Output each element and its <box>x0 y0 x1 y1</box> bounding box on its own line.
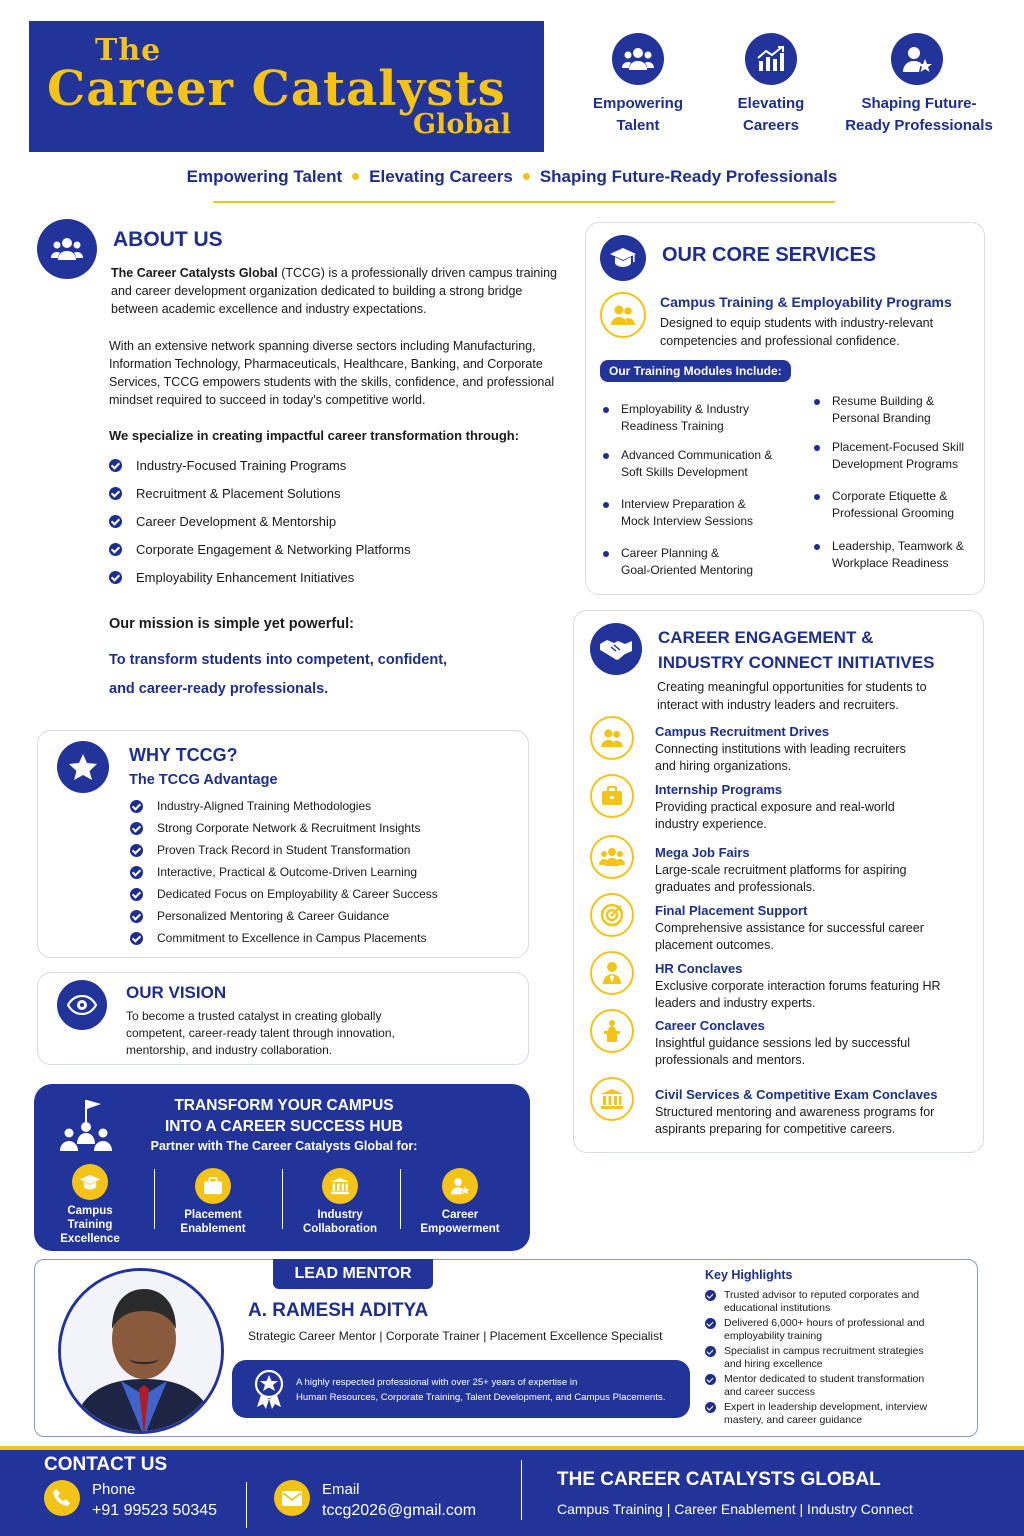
about-paragraph-1: The Career Catalysts Global (TCCG) is a professionally driven campus training and career development organization dedicated to building a strong bridge between academic excellence and industry expectations. <box>111 266 558 316</box>
module-item: Placement-Focused Skill Development Programs <box>814 439 979 488</box>
check-icon <box>705 1402 716 1413</box>
engagement-title: CAREER ENGAGEMENT & INDUSTRY CONNECT INITIATIVES <box>658 628 935 672</box>
why-list-item: Industry-Aligned Training Methodologies <box>130 795 520 817</box>
top-label-careers: Elevating Careers <box>737 95 805 134</box>
check-icon <box>705 1374 716 1385</box>
logo-the: The <box>95 33 162 68</box>
contact-title: CONTACT US <box>44 1454 168 1475</box>
check-icon <box>130 932 143 945</box>
star-icon <box>57 741 109 793</box>
banner-items <box>34 1164 530 1244</box>
highlight-item: Delivered 6,000+ hours of professional and employability training <box>705 1317 970 1345</box>
mission-statement: To transform students into competent, confident, and career-ready professionals. <box>109 652 448 697</box>
logo-career-catalysts: Career Catalysts <box>47 61 506 117</box>
engagement-item <box>590 835 975 893</box>
eye-icon <box>57 980 107 1030</box>
why-list-item: Commitment to Excellence in Campus Placements <box>130 927 520 949</box>
mentor-avatar <box>58 1268 224 1434</box>
core-sub-title: Campus Training & Employability Programs <box>660 294 952 310</box>
core-services-title: OUR CORE SERVICES <box>662 244 877 266</box>
top-icon-talent <box>612 33 664 85</box>
check-icon <box>109 487 122 500</box>
why-list-item: Strong Corporate Network & Recruitment Insights <box>130 817 520 839</box>
engagement-item-title: Civil Services & Competitive Exam Conclaves <box>655 1087 938 1102</box>
logo-block <box>29 21 544 152</box>
modules-left-list <box>603 401 793 591</box>
why-list-item: Interactive, Practical & Outcome-Driven Learning <box>130 861 520 883</box>
engagement-list <box>590 716 975 1135</box>
lead-mentor-label: LEAD MENTOR <box>273 1259 433 1289</box>
banner-sub: Partner with The Career Catalysts Global for: <box>150 1139 418 1153</box>
about-users-icon <box>37 219 97 279</box>
engagement-item-desc: Providing practical exposure and real-world industry experience. <box>655 800 895 831</box>
check-icon <box>109 543 122 556</box>
about-list-item: Industry-Focused Training Programs <box>109 451 569 479</box>
briefcase-icon <box>195 1168 231 1204</box>
banner-item: Placement Enablement <box>162 1168 264 1236</box>
engagement-item <box>590 1009 975 1077</box>
mentor-note-line: Human Resources, Corporate Training, Talent Development, and Campus Placements. <box>296 1392 666 1403</box>
handshake-icon <box>590 623 642 675</box>
highlight-item: Expert in leadership development, interview mastery, and career guidance <box>705 1401 970 1429</box>
vision-text: To become a trusted catalyst in creating globally competent, career-ready talent through innovation, mentorship, and industry collaboration. <box>126 1009 395 1057</box>
engagement-item-title: Internship Programs <box>655 782 783 797</box>
person-tie-icon <box>590 951 634 995</box>
engagement-item-desc: Structured mentoring and awareness programs for aspirants preparing for competitive careers. <box>655 1105 935 1136</box>
podium-icon <box>590 1009 634 1053</box>
engagement-item-title: Mega Job Fairs <box>655 845 750 860</box>
engagement-item-title: HR Conclaves <box>655 961 743 976</box>
trainees-icon <box>600 292 646 338</box>
tagline-divider <box>213 201 835 203</box>
about-org-name: The Career Catalysts Global <box>111 266 278 280</box>
engagement-item-desc: Comprehensive assistance for successful career placement outcomes. <box>655 921 924 952</box>
team-flag-icon <box>57 1098 115 1159</box>
module-item: Interview Preparation & Mock Interview Sessions <box>603 496 793 545</box>
check-icon <box>130 800 143 813</box>
about-list-item: Recruitment & Placement Solutions <box>109 479 569 507</box>
award-icon <box>252 1369 286 1414</box>
logo-global: Global <box>413 109 511 140</box>
modules-right-list <box>814 393 979 584</box>
highlight-item: Specialist in campus recruitment strategies and hiring excellence <box>705 1345 970 1373</box>
highlights-title: Key Highlights <box>705 1268 793 1282</box>
email-label: Email <box>322 1481 360 1498</box>
module-item: Resume Building & Personal Branding <box>814 393 979 439</box>
check-icon <box>130 822 143 835</box>
check-icon <box>705 1290 716 1301</box>
engagement-intro: Creating meaningful opportunities for students to interact with industry leaders and recruiters. <box>657 680 927 712</box>
why-list-item: Personalized Mentoring & Career Guidance <box>130 905 520 927</box>
about-specialize: We specialize in creating impactful career transformation through: <box>109 428 520 443</box>
why-title: WHY TCCG? <box>129 745 238 765</box>
engagement-item-title: Final Placement Support <box>655 903 808 918</box>
tagline <box>0 167 1024 187</box>
email-address[interactable]: tccg2026@gmail.com <box>322 1502 477 1519</box>
check-icon <box>109 515 122 528</box>
why-list <box>130 795 520 949</box>
highlight-item: Mentor dedicated to student transformation and career success <box>705 1373 970 1401</box>
engagement-item <box>590 951 975 1009</box>
banner-item: Industry Collaboration <box>289 1168 391 1236</box>
why-subtitle: The TCCG Advantage <box>129 772 278 788</box>
engagement-item-desc: Exclusive corporate interaction forums featuring HR leaders and industry experts. <box>655 979 941 1010</box>
top-label-professionals: Shaping Future- Ready Professionals <box>845 95 993 134</box>
mentor-name: A. RAMESH ADITYA <box>248 1300 429 1321</box>
top-icon-professionals <box>891 33 943 85</box>
phone-label: Phone <box>92 1481 136 1498</box>
users-icon <box>612 33 664 85</box>
footer <box>0 1446 1024 1536</box>
mentor-note-line: A highly respected professional with over 25+ years of expertise in <box>296 1377 578 1388</box>
mentor-note <box>232 1360 690 1418</box>
highlights-list <box>705 1289 970 1429</box>
module-item: Career Planning & Goal-Oriented Mentoring <box>603 545 793 591</box>
check-icon <box>705 1318 716 1329</box>
vision-title: OUR VISION <box>126 983 227 1002</box>
engagement-item-desc: Connecting institutions with leading recruiters and hiring organizations. <box>655 742 906 773</box>
engagement-item-title: Campus Recruitment Drives <box>655 724 830 739</box>
phone-icon <box>44 1480 80 1516</box>
check-icon <box>109 571 122 584</box>
building-icon <box>590 1077 634 1121</box>
why-list-item: Proven Track Record in Student Transformation <box>130 839 520 861</box>
partner-banner <box>34 1084 530 1251</box>
why-list-item: Dedicated Focus on Employability & Career Success <box>130 883 520 905</box>
mission-label: Our mission is simple yet powerful: <box>109 616 354 632</box>
highlight-item: Trusted advisor to reputed corporates and educational institutions <box>705 1289 970 1317</box>
module-item: Corporate Etiquette & Professional Grooming <box>814 488 979 538</box>
engagement-item <box>590 893 975 951</box>
institution-icon <box>322 1168 358 1204</box>
engagement-item-title: Career Conclaves <box>655 1018 765 1033</box>
about-list-item: Career Development & Mentorship <box>109 507 569 535</box>
top-label-talent: Empowering Talent <box>592 95 683 134</box>
engagement-item <box>590 1077 975 1135</box>
engagement-item <box>590 774 975 835</box>
target-icon <box>590 893 634 937</box>
module-item: Employability & Industry Readiness Training <box>603 401 793 447</box>
about-title: ABOUT US <box>113 228 223 251</box>
briefcase-icon <box>590 774 634 818</box>
check-icon <box>130 910 143 923</box>
banner-title: TRANSFORM YOUR CAMPUS INTO A CAREER SUCCESS HUB <box>165 1097 403 1135</box>
people-icon <box>590 716 634 760</box>
banner-item: Career Empowerment <box>408 1168 512 1236</box>
user-star-icon <box>442 1168 478 1204</box>
tagline-part-2: Elevating Careers <box>369 167 513 186</box>
footer-org-tagline: Campus Training | Career Enablement | Industry Connect <box>557 1501 913 1517</box>
engagement-item-desc: Insightful guidance sessions led by successful professionals and mentors. <box>655 1036 911 1067</box>
engagement-item <box>590 716 975 774</box>
top-icon-careers <box>745 33 797 85</box>
module-item: Advanced Communication & Soft Skills Development <box>603 447 793 496</box>
about-paragraph-2: With an extensive network spanning diverse sectors including Manufacturing, Information Technology, Pharmaceuticals, Healthcare, Banking, and Corporate Services, TCCG empowers students with the skills, confidence, and professional mindset required to succeed in today's competitive world. <box>109 339 555 407</box>
core-sub-desc: Designed to equip students with industry-relevant competencies and professional confidence. <box>660 316 934 348</box>
tagline-part-1: Empowering Talent <box>186 167 343 186</box>
mentor-role: Strategic Career Mentor | Corporate Trainer | Placement Excellence Specialist <box>248 1329 663 1343</box>
about-list-item: Employability Enhancement Initiatives <box>109 563 569 591</box>
check-icon <box>130 866 143 879</box>
modules-label: Our Training Modules Include: <box>600 360 791 382</box>
banner-item: Campus Training Excellence <box>39 1164 141 1246</box>
email-icon <box>274 1480 310 1516</box>
check-icon <box>705 1346 716 1357</box>
check-icon <box>130 888 143 901</box>
phone-number[interactable]: +91 99523 50345 <box>92 1502 218 1519</box>
chart-icon <box>745 33 797 85</box>
graduation-cap-icon <box>600 235 646 281</box>
about-list <box>109 451 569 591</box>
user-star-icon <box>891 33 943 85</box>
engagement-item-desc: Large-scale recruitment platforms for aspiring graduates and professionals. <box>655 863 907 894</box>
module-item: Leadership, Teamwork & Workplace Readiness <box>814 538 979 584</box>
graduation-cap-icon <box>72 1164 108 1200</box>
footer-org-name: THE CAREER CATALYSTS GLOBAL <box>557 1469 881 1490</box>
about-list-item: Corporate Engagement & Networking Platforms <box>109 535 569 563</box>
tagline-part-3: Shaping Future-Ready Professionals <box>539 167 838 186</box>
crowd-icon <box>590 835 634 879</box>
check-icon <box>130 844 143 857</box>
check-icon <box>109 459 122 472</box>
